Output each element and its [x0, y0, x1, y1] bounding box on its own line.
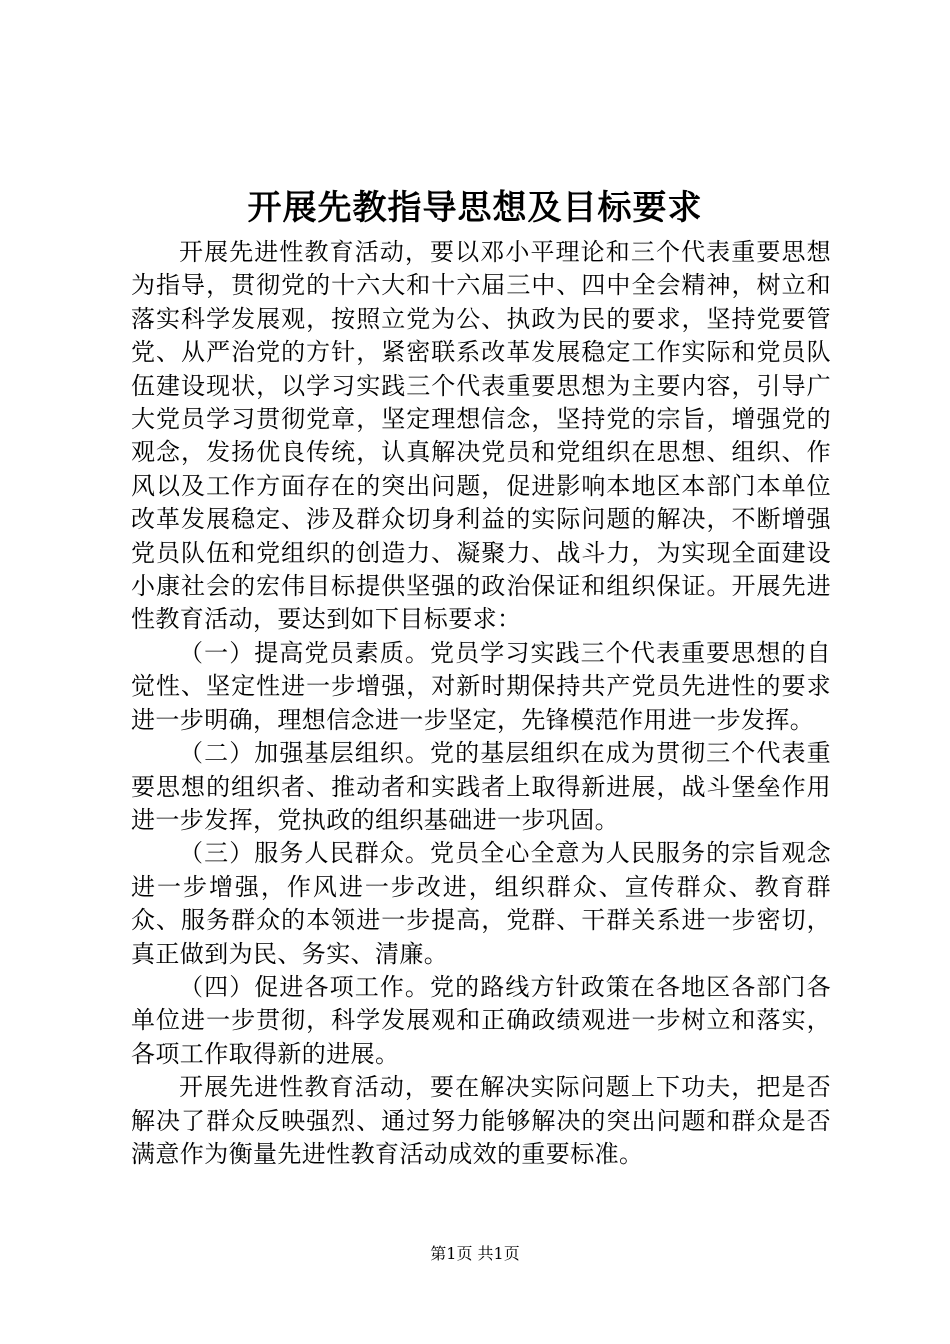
paragraph-goal-4: （四）促进各项工作。党的路线方针政策在各地区各部门各单位进一步贯彻，科学发展观和正确政绩观进一步树立和落实，各项工作取得新的进展。 — [131, 972, 831, 1068]
paragraph-intro: 开展先进性教育活动，要以邓小平理论和三个代表重要思想为指导，贯彻党的十六大和十六届三中、四中全会精神，树立和落实科学发展观，按照立党为公、执政为民的要求，坚持党要管党、从严治党的方针，紧密联系改革发展稳定工作实际和党员队伍建设现状，以学习实践三个代表重要思想为主要内容，引导广大党员学习贯彻党章，坚定理想信念，坚持党的宗旨，增强党的观念，发扬优良传统，认真解决党员和党组织在思想、组织、作风以及工作方面存在的突出问题，促进影响本地区本部门本单位改革发展稳定、涉及群众切身利益的实际问题的解决，不断增强党员队伍和党组织的创造力、凝聚力、战斗力，为实现全面建设小康社会的宏伟目标提供坚强的政治保证和组织保证。开展先进性教育活动，要达到如下目标要求： — [131, 238, 831, 634]
paragraph-goal-2: （二）加强基层组织。党的基层组织在成为贯彻三个代表重要思想的组织者、推动者和实践者上取得新进展，战斗堡垒作用进一步发挥，党执政的组织基础进一步巩固。 — [131, 739, 831, 834]
paragraph-goal-1: （一）提高党员素质。党员学习实践三个代表重要思想的自觉性、坚定性进一步增强，对新时期保持共产党员先进性的要求进一步明确，理想信念进一步坚定，先锋模范作用进一步发挥。 — [131, 638, 831, 734]
document-body — [131, 236, 831, 1171]
page-footer: 第1页 共1页 — [430, 1244, 520, 1263]
paragraph-goal-3: （三）服务人民群众。党员全心全意为人民服务的宗旨观念进一步增强，作风进一步改进，组织群众、宣传群众、教育群众、服务群众的本领进一步提高，党群、干群关系进一步密切，真正做到为民、务实、清廉。 — [131, 839, 831, 968]
paragraph-conclusion: 开展先进性教育活动，要在解决实际问题上下功夫，把是否解决了群众反映强烈、通过努力能够解决的突出问题和群众是否满意作为衡量先进性教育活动成效的重要标准。 — [131, 1073, 831, 1168]
document-title: 开展先教指导思想及目标要求 — [247, 188, 703, 228]
